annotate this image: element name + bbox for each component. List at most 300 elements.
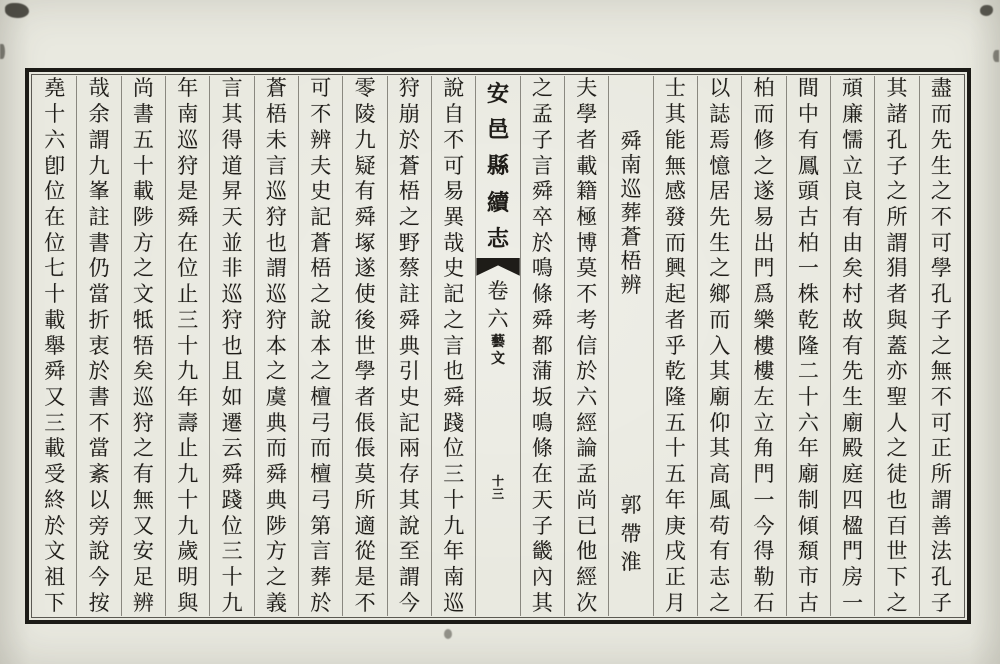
glyph: 史 xyxy=(443,256,465,281)
glyph: 者 xyxy=(664,307,686,332)
glyph: 載 xyxy=(44,436,66,461)
glyph: 楹 xyxy=(842,513,864,538)
glyph: 鳴 xyxy=(531,256,553,281)
glyph: 蒼 xyxy=(265,76,287,101)
glyph: 陟 xyxy=(132,204,154,229)
text-column xyxy=(564,76,608,616)
glyph: 之 xyxy=(753,153,775,178)
text-column xyxy=(830,76,874,616)
glyph: 十 xyxy=(492,473,505,488)
margin-smudge xyxy=(980,5,993,16)
glyph: 帶 xyxy=(620,521,642,546)
glyph: 頹 xyxy=(797,539,819,564)
frame-inner-border xyxy=(31,74,965,618)
glyph: 之 xyxy=(531,76,553,101)
column-spacer xyxy=(609,298,652,491)
text-column xyxy=(741,76,785,616)
glyph: 不 xyxy=(443,127,465,152)
glyph: 零 xyxy=(354,76,376,101)
glyph: 舜 xyxy=(443,384,465,409)
glyph: 百 xyxy=(886,513,908,538)
text-column xyxy=(697,76,741,616)
glyph: 有 xyxy=(709,539,731,564)
glyph: 乎 xyxy=(664,333,686,358)
glyph: 九 xyxy=(221,590,243,615)
glyph: 不 xyxy=(354,590,376,615)
glyph: 正 xyxy=(930,436,952,461)
glyph: 懦 xyxy=(842,127,864,152)
glyph: 無 xyxy=(664,153,686,178)
glyph: 年 xyxy=(664,487,686,512)
glyph: 也 xyxy=(221,333,243,358)
glyph: 歲 xyxy=(177,539,199,564)
glyph: 九 xyxy=(354,127,376,152)
glyph: 樓 xyxy=(753,359,775,384)
glyph: 子 xyxy=(531,513,553,538)
glyph: 而 xyxy=(265,436,287,461)
glyph: 二 xyxy=(797,359,819,384)
glyph: 修 xyxy=(753,127,775,152)
column-spacer xyxy=(609,577,652,616)
glyph: 經 xyxy=(576,565,598,590)
glyph: 言 xyxy=(443,333,465,358)
glyph: 之 xyxy=(398,204,420,229)
glyph: 已 xyxy=(576,513,598,538)
glyph: 正 xyxy=(664,565,686,590)
glyph: 士 xyxy=(664,76,686,101)
glyph: 所 xyxy=(886,204,908,229)
glyph: 蒲 xyxy=(531,359,553,384)
glyph: 不 xyxy=(310,102,332,127)
glyph: 次 xyxy=(576,590,598,615)
glyph: 九 xyxy=(88,153,110,178)
column-spacer xyxy=(476,501,519,616)
glyph: 不 xyxy=(576,282,598,307)
glyph: 按 xyxy=(88,590,110,615)
glyph: 三 xyxy=(443,462,465,487)
glyph: 南 xyxy=(443,565,465,590)
glyph: 十 xyxy=(443,487,465,512)
glyph: 謂 xyxy=(265,256,287,281)
glyph: 邑 xyxy=(487,117,510,143)
glyph: 有 xyxy=(842,204,864,229)
glyph: 九 xyxy=(177,513,199,538)
glyph: 南 xyxy=(177,102,199,127)
glyph: 石 xyxy=(753,590,775,615)
glyph: 舜 xyxy=(398,307,420,332)
glyph: 也 xyxy=(265,230,287,255)
glyph: 易 xyxy=(753,204,775,229)
glyph: 以 xyxy=(88,487,110,512)
glyph: 年 xyxy=(177,76,199,101)
glyph: 能 xyxy=(664,127,686,152)
glyph: 後 xyxy=(354,307,376,332)
glyph: 第 xyxy=(310,513,332,538)
glyph: 峯 xyxy=(88,179,110,204)
text-column xyxy=(919,76,963,616)
glyph: 發 xyxy=(664,204,686,229)
text-column xyxy=(76,76,120,616)
glyph: 生 xyxy=(842,384,864,409)
glyph: 而 xyxy=(709,307,731,332)
glyph: 盡 xyxy=(930,76,952,101)
glyph: 巡 xyxy=(177,127,199,152)
glyph: 十 xyxy=(177,333,199,358)
glyph: 本 xyxy=(265,333,287,358)
text-column xyxy=(298,76,342,616)
glyph: 其 xyxy=(709,359,731,384)
glyph: 異 xyxy=(443,204,465,229)
glyph: 易 xyxy=(443,179,465,204)
glyph: 本 xyxy=(310,333,332,358)
glyph: 從 xyxy=(354,539,376,564)
glyph: 旁 xyxy=(88,513,110,538)
glyph: 聖 xyxy=(886,384,908,409)
glyph: 鳴 xyxy=(531,410,553,435)
glyph: 善 xyxy=(930,513,952,538)
glyph: 孟 xyxy=(531,102,553,127)
glyph: 衷 xyxy=(88,333,110,358)
glyph: 說 xyxy=(443,76,465,101)
glyph: 風 xyxy=(709,487,731,512)
text-column xyxy=(254,76,298,616)
fishtail-mark xyxy=(476,258,519,276)
glyph: 門 xyxy=(842,539,864,564)
glyph: 鳳 xyxy=(797,153,819,178)
glyph: 昇 xyxy=(221,179,243,204)
glyph: 而 xyxy=(753,102,775,127)
margin-smudge xyxy=(444,629,452,639)
glyph: 良 xyxy=(842,179,864,204)
glyph: 可 xyxy=(930,230,952,255)
glyph: 考 xyxy=(576,307,598,332)
glyph: 祖 xyxy=(44,565,66,590)
glyph: 陵 xyxy=(354,102,376,127)
glyph: 其 xyxy=(709,436,731,461)
glyph: 義 xyxy=(265,590,287,615)
glyph: 不 xyxy=(88,410,110,435)
glyph: 四 xyxy=(842,487,864,512)
glyph: 說 xyxy=(88,539,110,564)
glyph: 鄉 xyxy=(709,282,731,307)
glyph: 言 xyxy=(531,153,553,178)
glyph: 狩 xyxy=(265,307,287,332)
glyph: 六 xyxy=(487,307,509,332)
glyph: 之 xyxy=(265,359,287,384)
glyph: 之 xyxy=(132,436,154,461)
glyph: 牾 xyxy=(132,333,154,358)
glyph: 使 xyxy=(354,282,376,307)
glyph: 子 xyxy=(930,307,952,332)
glyph: 之 xyxy=(709,590,731,615)
glyph: 庚 xyxy=(664,513,686,538)
glyph: 左 xyxy=(753,384,775,409)
glyph: 十 xyxy=(221,565,243,590)
glyph: 典 xyxy=(398,333,420,358)
glyph: 房 xyxy=(842,565,864,590)
glyph: 入 xyxy=(709,333,731,358)
glyph: 門 xyxy=(753,256,775,281)
glyph: 廟 xyxy=(709,384,731,409)
glyph: 制 xyxy=(797,487,819,512)
glyph: 古 xyxy=(797,590,819,615)
glyph: 云 xyxy=(221,436,243,461)
glyph: 書 xyxy=(88,230,110,255)
glyph: 當 xyxy=(88,282,110,307)
glyph: 生 xyxy=(930,153,952,178)
glyph: 經 xyxy=(576,410,598,435)
glyph: 今 xyxy=(398,590,420,615)
glyph: 有 xyxy=(842,333,864,358)
glyph: 哉 xyxy=(88,76,110,101)
glyph: 之 xyxy=(310,359,332,384)
glyph: 六 xyxy=(44,127,66,152)
glyph: 安 xyxy=(132,539,154,564)
glyph: 法 xyxy=(930,539,952,564)
glyph: 文 xyxy=(491,352,506,368)
glyph: 十 xyxy=(132,153,154,178)
glyph: 葬 xyxy=(310,565,332,590)
glyph: 哉 xyxy=(443,230,465,255)
glyph: 巡 xyxy=(265,179,287,204)
glyph: 而 xyxy=(930,102,952,127)
glyph: 之 xyxy=(310,282,332,307)
glyph: 郭 xyxy=(620,492,642,517)
glyph: 梧 xyxy=(310,256,332,281)
glyph: 踐 xyxy=(443,410,465,435)
glyph: 明 xyxy=(177,565,199,590)
glyph: 志 xyxy=(709,565,731,590)
glyph: 一 xyxy=(797,256,819,281)
glyph: 檀 xyxy=(310,384,332,409)
glyph: 矣 xyxy=(132,359,154,384)
glyph: 卽 xyxy=(44,153,66,178)
glyph: 言 xyxy=(265,153,287,178)
glyph: 村 xyxy=(842,282,864,307)
text-columns xyxy=(33,76,963,616)
glyph: 記 xyxy=(443,282,465,307)
glyph: 下 xyxy=(44,590,66,615)
glyph: 舜 xyxy=(354,204,376,229)
glyph: 在 xyxy=(531,462,553,487)
glyph: 學 xyxy=(576,102,598,127)
glyph: 十 xyxy=(797,384,819,409)
glyph: 又 xyxy=(132,513,154,538)
glyph: 信 xyxy=(576,333,598,358)
glyph: 間 xyxy=(797,76,819,101)
glyph: 與 xyxy=(177,590,199,615)
glyph: 是 xyxy=(354,565,376,590)
glyph: 其 xyxy=(531,590,553,615)
glyph: 莫 xyxy=(354,462,376,487)
text-column xyxy=(431,76,475,616)
glyph: 傾 xyxy=(797,513,819,538)
glyph: 壽 xyxy=(177,410,199,435)
glyph: 塚 xyxy=(354,230,376,255)
glyph: 十 xyxy=(44,102,66,127)
glyph: 文 xyxy=(132,282,154,307)
glyph: 說 xyxy=(398,513,420,538)
glyph: 疑 xyxy=(354,153,376,178)
glyph: 條 xyxy=(531,282,553,307)
glyph: 先 xyxy=(709,204,731,229)
glyph: 之 xyxy=(886,179,908,204)
glyph: 受 xyxy=(44,462,66,487)
glyph: 弓 xyxy=(310,487,332,512)
glyph: 學 xyxy=(930,256,952,281)
glyph: 株 xyxy=(797,282,819,307)
glyph: 起 xyxy=(664,282,686,307)
text-column xyxy=(121,76,165,616)
glyph: 南 xyxy=(620,152,642,177)
glyph: 如 xyxy=(221,384,243,409)
glyph: 之 xyxy=(930,333,952,358)
glyph: 世 xyxy=(886,539,908,564)
text-column xyxy=(33,76,76,616)
glyph: 志 xyxy=(487,225,510,251)
glyph: 辨 xyxy=(310,127,332,152)
glyph: 舜 xyxy=(531,307,553,332)
glyph: 之 xyxy=(132,256,154,281)
glyph: 乾 xyxy=(664,359,686,384)
glyph: 孔 xyxy=(886,127,908,152)
glyph: 記 xyxy=(310,204,332,229)
glyph: 莫 xyxy=(576,256,598,281)
glyph: 古 xyxy=(797,204,819,229)
glyph: 生 xyxy=(709,230,731,255)
glyph: 與 xyxy=(886,307,908,332)
glyph: 於 xyxy=(531,230,553,255)
glyph: 六 xyxy=(797,410,819,435)
glyph: 舉 xyxy=(44,333,66,358)
glyph: 三 xyxy=(44,410,66,435)
glyph: 有 xyxy=(354,179,376,204)
glyph: 之 xyxy=(886,590,908,615)
glyph: 者 xyxy=(576,127,598,152)
glyph: 牴 xyxy=(132,307,154,332)
glyph: 孟 xyxy=(576,462,598,487)
glyph: 天 xyxy=(221,204,243,229)
glyph: 兩 xyxy=(398,436,420,461)
glyph: 辨 xyxy=(132,590,154,615)
glyph: 巡 xyxy=(620,176,642,201)
glyph: 在 xyxy=(177,230,199,255)
glyph: 狩 xyxy=(398,76,420,101)
glyph: 廟 xyxy=(842,410,864,435)
glyph: 葬 xyxy=(620,200,642,225)
glyph: 梧 xyxy=(265,102,287,127)
glyph: 立 xyxy=(753,410,775,435)
glyph: 說 xyxy=(310,307,332,332)
glyph: 十 xyxy=(664,436,686,461)
glyph: 年 xyxy=(797,436,819,461)
glyph: 謂 xyxy=(398,565,420,590)
glyph: 遷 xyxy=(221,410,243,435)
glyph: 七 xyxy=(44,256,66,281)
glyph: 淮 xyxy=(620,550,642,575)
glyph: 至 xyxy=(398,539,420,564)
glyph: 位 xyxy=(177,256,199,281)
glyph: 都 xyxy=(531,333,553,358)
glyph: 史 xyxy=(398,384,420,409)
glyph: 內 xyxy=(531,565,553,590)
glyph: 焉 xyxy=(709,127,731,152)
glyph: 也 xyxy=(886,487,908,512)
glyph: 巡 xyxy=(132,384,154,409)
glyph: 坂 xyxy=(531,384,553,409)
glyph: 存 xyxy=(398,462,420,487)
glyph: 徒 xyxy=(886,462,908,487)
glyph: 門 xyxy=(753,462,775,487)
glyph: 之 xyxy=(886,436,908,461)
glyph: 出 xyxy=(753,230,775,255)
glyph: 倀 xyxy=(354,410,376,435)
glyph: 頑 xyxy=(842,76,864,101)
glyph: 未 xyxy=(265,127,287,152)
glyph: 月 xyxy=(664,590,686,615)
glyph: 方 xyxy=(265,539,287,564)
glyph: 弓 xyxy=(310,410,332,435)
glyph: 其 xyxy=(886,76,908,101)
glyph: 無 xyxy=(132,487,154,512)
glyph: 夫 xyxy=(576,76,598,101)
glyph: 廟 xyxy=(797,462,819,487)
glyph: 且 xyxy=(221,359,243,384)
glyph: 遂 xyxy=(354,256,376,281)
glyph: 終 xyxy=(44,487,66,512)
margin-smudge xyxy=(5,3,29,18)
glyph: 舜 xyxy=(177,204,199,229)
glyph: 隆 xyxy=(797,333,819,358)
glyph: 所 xyxy=(930,462,952,487)
glyph: 先 xyxy=(930,127,952,152)
glyph: 戌 xyxy=(664,539,686,564)
glyph: 於 xyxy=(398,127,420,152)
glyph: 余 xyxy=(88,102,110,127)
glyph: 一 xyxy=(753,487,775,512)
glyph: 可 xyxy=(443,153,465,178)
glyph: 蒼 xyxy=(620,225,642,250)
glyph: 五 xyxy=(664,410,686,435)
glyph: 極 xyxy=(576,204,598,229)
glyph: 遂 xyxy=(753,179,775,204)
glyph: 之 xyxy=(930,179,952,204)
glyph: 尚 xyxy=(576,487,598,512)
margin-smudge xyxy=(0,44,5,59)
glyph: 狩 xyxy=(221,307,243,332)
glyph: 六 xyxy=(576,384,598,409)
glyph: 所 xyxy=(354,487,376,512)
glyph: 者 xyxy=(886,282,908,307)
glyph: 矣 xyxy=(842,256,864,281)
glyph: 於 xyxy=(310,590,332,615)
column-spacer xyxy=(609,76,652,129)
glyph: 尚 xyxy=(132,76,154,101)
text-column xyxy=(874,76,918,616)
glyph: 諸 xyxy=(886,102,908,127)
glyph: 樓 xyxy=(753,333,775,358)
text-column xyxy=(653,76,697,616)
glyph: 博 xyxy=(576,230,598,255)
glyph: 史 xyxy=(310,179,332,204)
glyph: 者 xyxy=(354,384,376,409)
glyph: 庭 xyxy=(842,462,864,487)
glyph: 今 xyxy=(88,565,110,590)
glyph: 縣 xyxy=(487,153,510,179)
glyph: 下 xyxy=(886,565,908,590)
glyph: 九 xyxy=(443,513,465,538)
text-column xyxy=(209,76,253,616)
